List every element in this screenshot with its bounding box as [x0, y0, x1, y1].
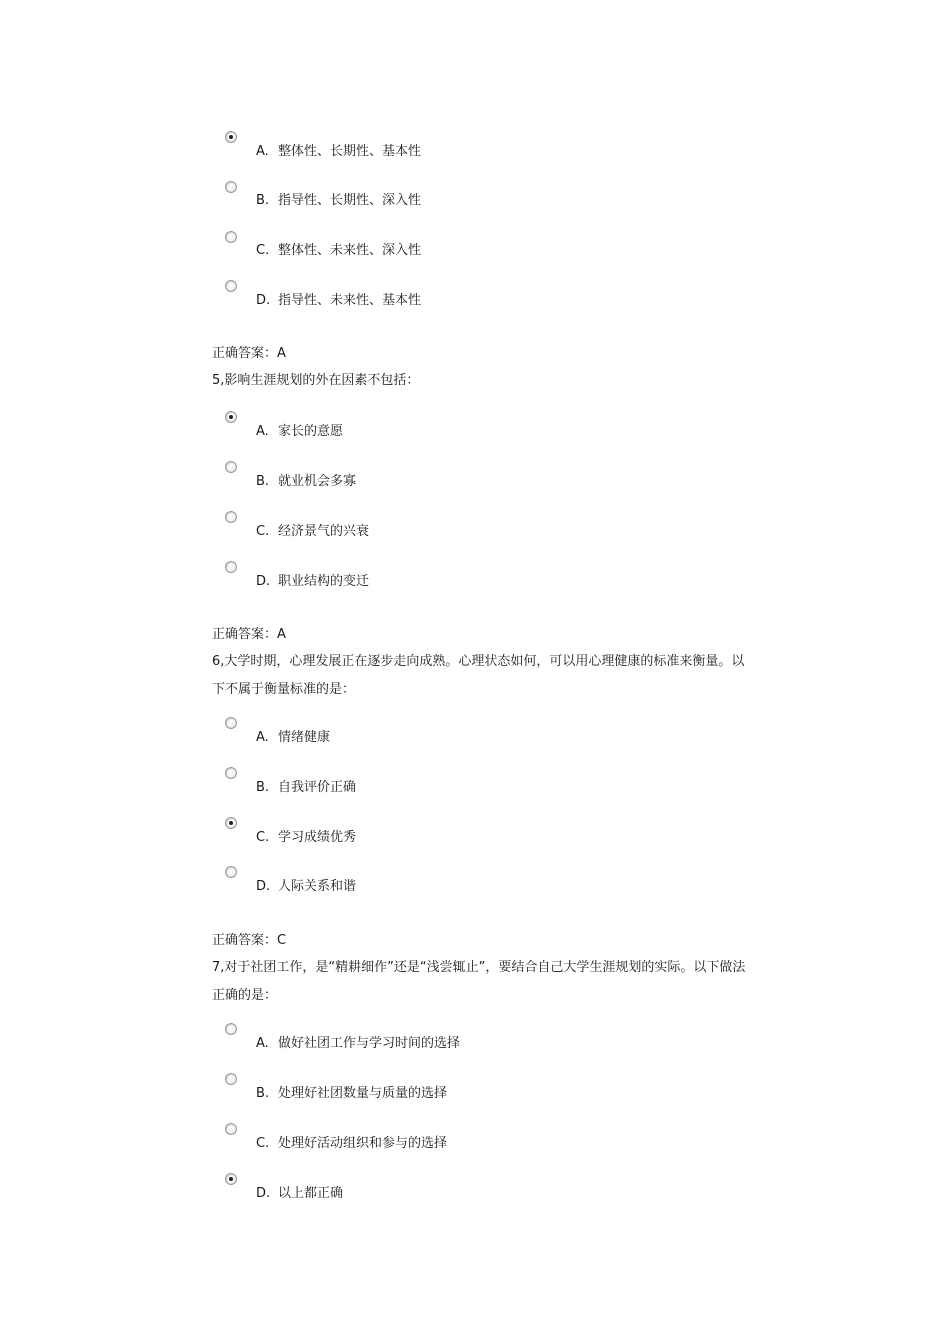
q4-correct-answer: 正确答案：A [212, 346, 286, 361]
q6-option-d-radio[interactable] [225, 866, 237, 878]
q6-option-b-radio[interactable] [225, 767, 237, 779]
q4-option-b-radio[interactable] [225, 181, 237, 193]
q5-correct-answer: 正确答案：A [212, 627, 286, 642]
q7-question-text: 7,对于社团工作，是“精耕细作”还是“浅尝辄止”，要结合自己大学生涯规划的实际。以下做法正确的是： [212, 960, 746, 1003]
q5-option-a: A. 家长的意愿 [256, 424, 344, 439]
q4-option-a-radio[interactable] [225, 131, 237, 143]
q5-option-c-radio[interactable] [225, 511, 237, 523]
q6-option-c-radio[interactable] [225, 817, 237, 829]
q7-option-c: C. 处理好活动组织和参与的选择 [256, 1136, 448, 1151]
q7-option-d-radio[interactable] [225, 1173, 237, 1185]
q5-option-b-radio[interactable] [225, 461, 237, 473]
q6-option-a-radio[interactable] [225, 717, 237, 729]
q4-option-b: B. 指导性、长期性、深入性 [256, 193, 422, 208]
q4-option-d-radio[interactable] [225, 280, 237, 292]
q7-option-b: B. 处理好社团数量与质量的选择 [256, 1086, 448, 1101]
q5-option-d: D. 职业结构的变迁 [256, 574, 370, 589]
q5-question-text: 5,影响生涯规划的外在因素不包括： [212, 373, 420, 388]
q7-option-c-radio[interactable] [225, 1123, 237, 1135]
q7-option-a: A. 做好社团工作与学习时间的选择 [256, 1036, 461, 1051]
q6-option-c: C. 学习成绩优秀 [256, 830, 357, 845]
q5-option-b: B. 就业机会多寡 [256, 474, 357, 489]
q7-option-b-radio[interactable] [225, 1073, 237, 1085]
q6-correct-answer: 正确答案：C [212, 933, 287, 948]
q7-option-d: D. 以上都正确 [256, 1186, 344, 1201]
q4-option-c: C. 整体性、未来性、深入性 [256, 243, 422, 258]
q4-option-c-radio[interactable] [225, 231, 237, 243]
q7-option-a-radio[interactable] [225, 1023, 237, 1035]
q5-option-c: C. 经济景气的兴衰 [256, 524, 370, 539]
q5-option-d-radio[interactable] [225, 561, 237, 573]
q6-question-text: 6,大学时期，心理发展正在逐步走向成熟。心理状态如何，可以用心理健康的标准来衡量。以下不属于衡量标准的是： [212, 654, 745, 697]
q6-option-d: D. 人际关系和谐 [256, 879, 357, 894]
q4-option-a: A. 整体性、长期性、基本性 [256, 144, 422, 159]
q5-option-a-radio[interactable] [225, 411, 237, 423]
q4-option-d: D. 指导性、未来性、基本性 [256, 293, 422, 308]
q6-option-a: A. 情绪健康 [256, 730, 331, 745]
q6-option-b: B. 自我评价正确 [256, 780, 357, 795]
